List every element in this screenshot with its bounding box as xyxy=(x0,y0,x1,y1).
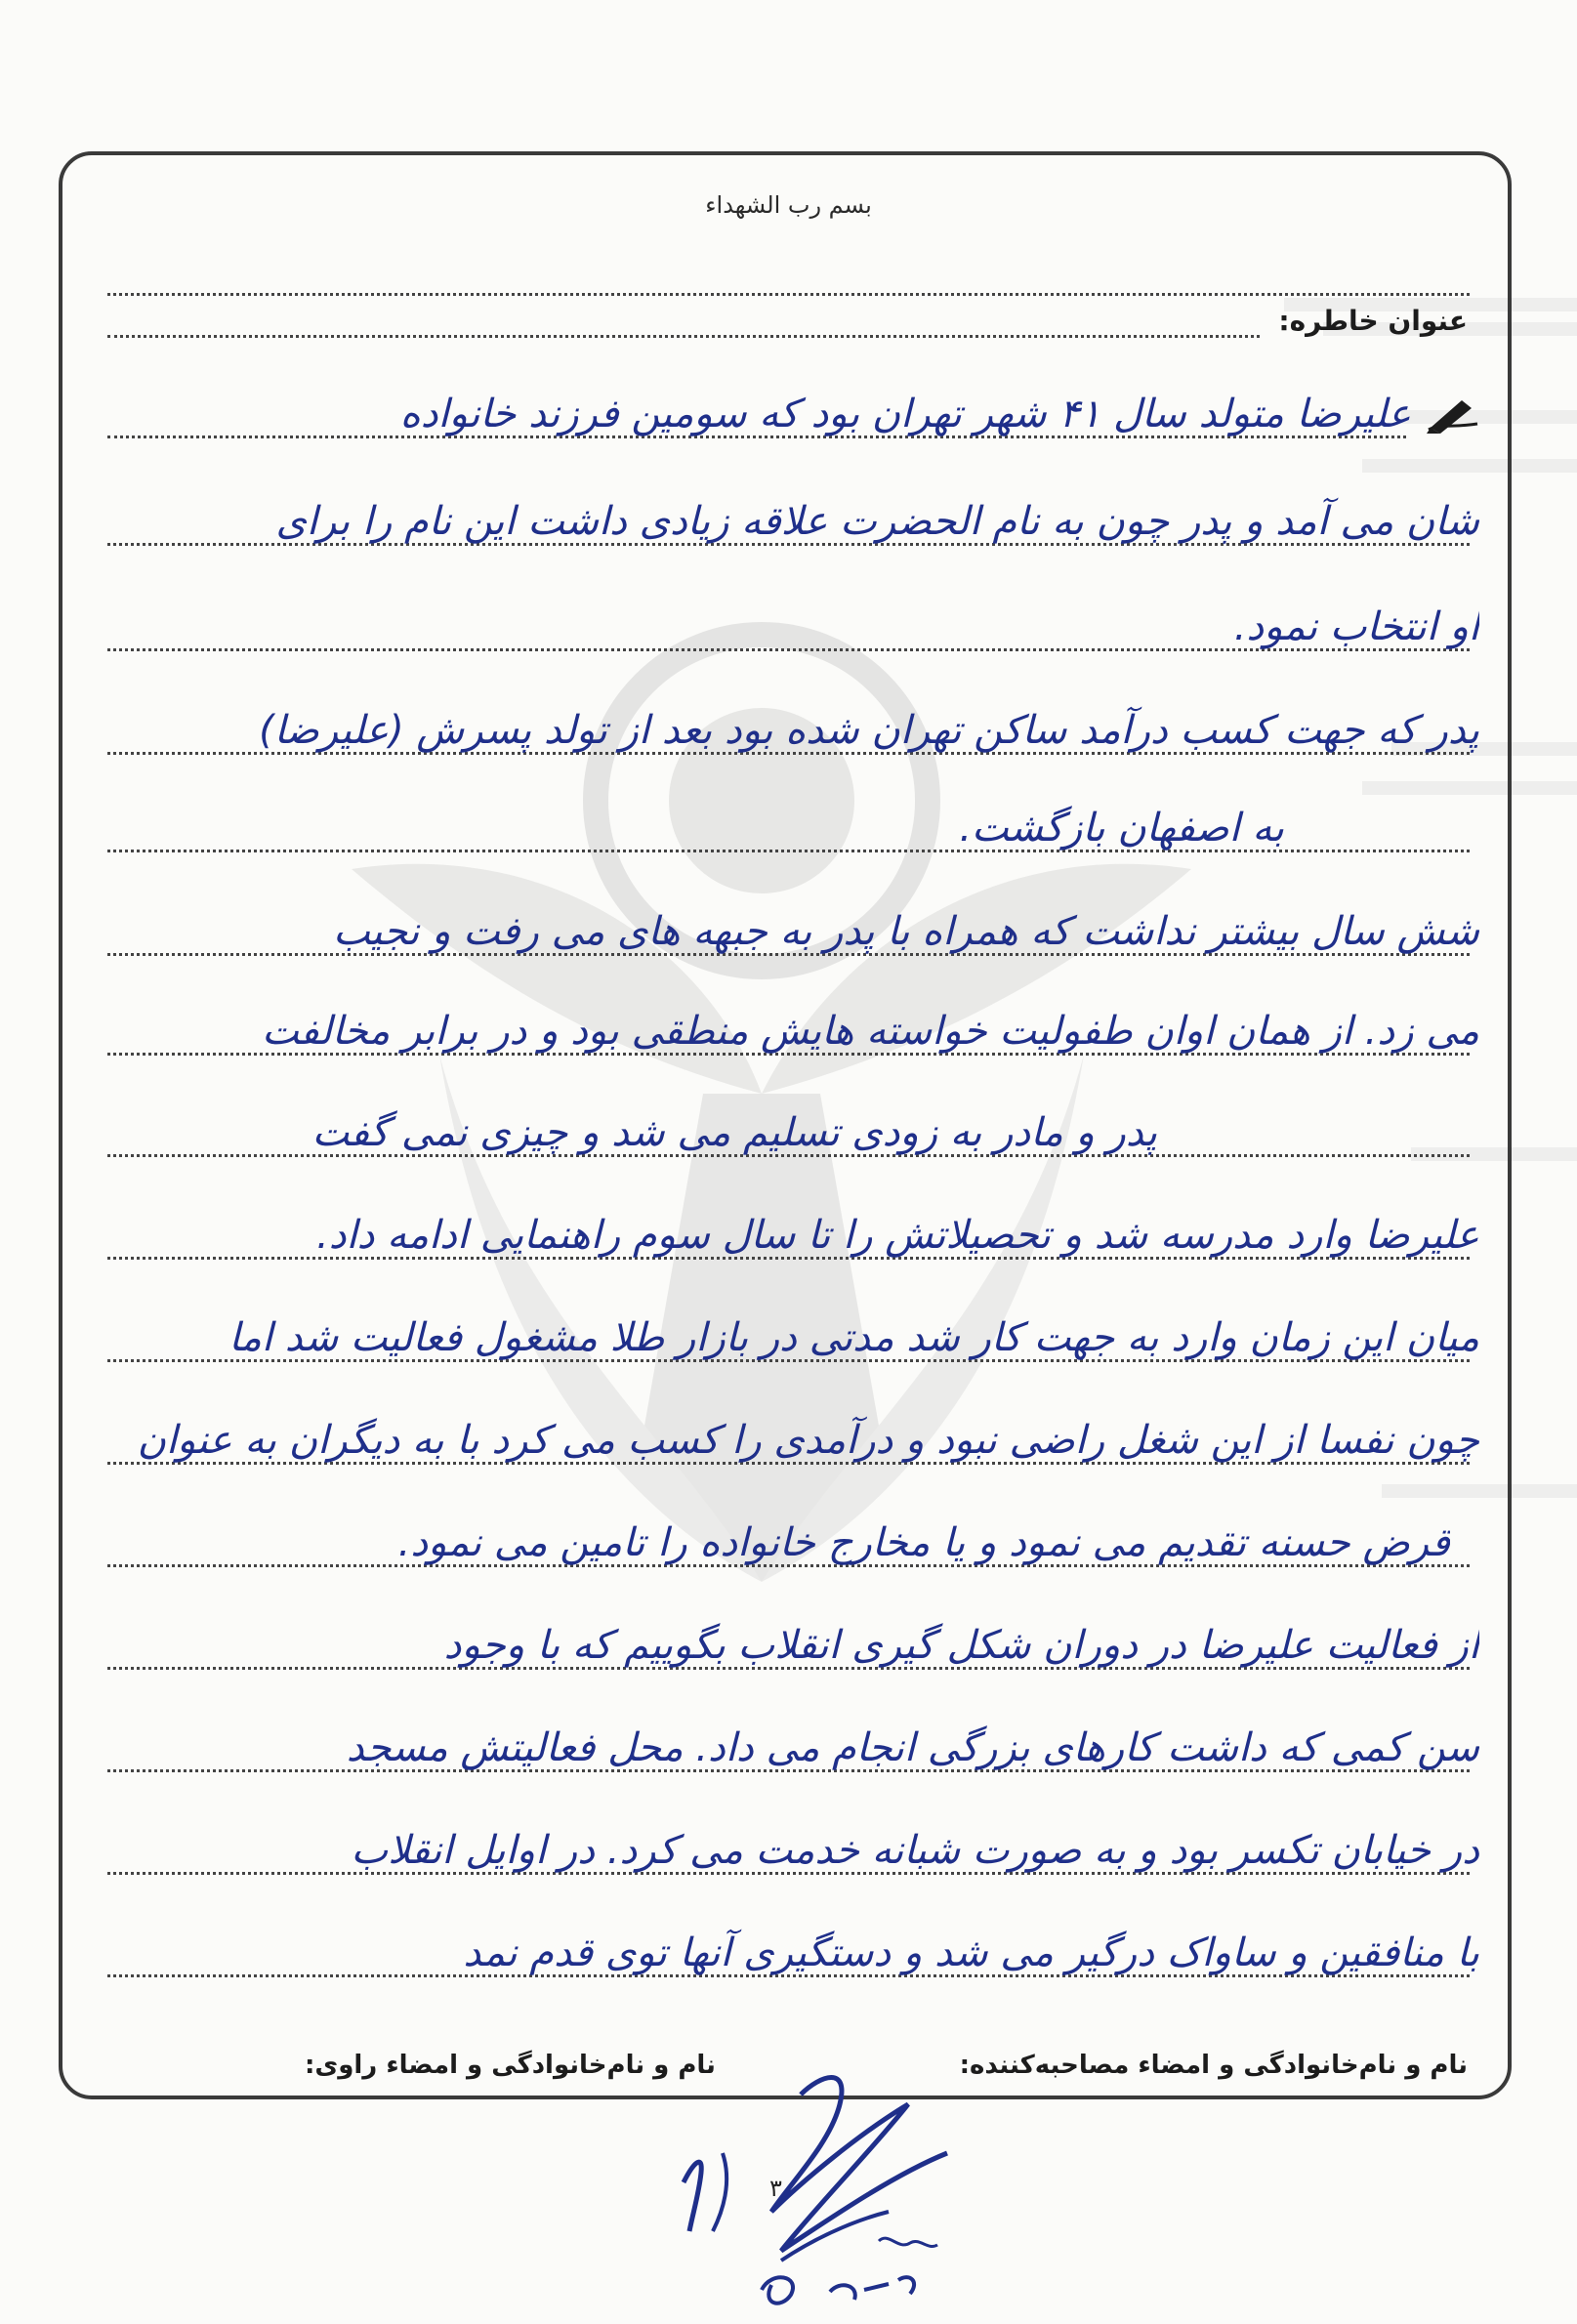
handwritten-line: سن کمی که داشت کارهای بزرگی انجام می داد. محل فعالیتش مسجد xyxy=(346,1725,1479,1770)
handwritten-line: میان این زمان وارد به جهت کار شد مدتی در بازار طلا مشغول فعالیت شد اما xyxy=(228,1315,1479,1360)
narrator-signature-label: نام و نام‌خانوادگی و امضاء راوی: xyxy=(305,2051,716,2080)
interviewer-signature-label: نام و نام‌خانوادگی و امضاء مصاحبه‌کننده: xyxy=(959,2051,1468,2080)
handwritten-line: شش سال بیشتر نداشت که همراه با پدر به جبهه های می رفت و نجیب xyxy=(333,909,1479,954)
handwritten-line: از فعالیت علیرضا در دوران شکل گیری انقلاب بگوییم که با وجود xyxy=(443,1623,1479,1668)
handwritten-line: او انتخاب نمود. xyxy=(1233,604,1479,649)
handwritten-line: شان می آمد و پدر چون به نام الحضرت علاقه زیادی داشت این نام را برای xyxy=(275,499,1479,544)
handwritten-line: قرض حسنه تقدیم می نمود و یا مخارج خانواده را تامین می نمود. xyxy=(397,1520,1450,1565)
pen-icon xyxy=(1425,394,1479,434)
page-header-title: بسم رب الشهداء xyxy=(705,191,872,219)
handwritten-line: با منافقین و ساواک درگیر می شد و دستگیری آنها توی قدم نمد xyxy=(463,1930,1479,1975)
handwritten-line: چون نفسا از این شغل راضی نبود و درآمدی را کسب می کرد با به دیگران به عنوان xyxy=(137,1418,1479,1463)
handwritten-signature xyxy=(654,2065,967,2319)
handwritten-line: در خیابان تکسر بود و به صورت شبانه خدمت می کرد. در اوایل انقلاب xyxy=(351,1828,1479,1873)
handwritten-line: می زد. از همان اوان طفولیت خواسته هایش منطقی بود و در برابر مخالفت xyxy=(262,1009,1479,1054)
header-dotted-rule xyxy=(107,293,1470,296)
memory-title-label: عنوان خاطره: xyxy=(1278,305,1468,337)
handwritten-line: پدر که جهت کسب درآمد ساکن تهران شده بود بعد از تولد پسرش (علیرضا) xyxy=(259,708,1479,753)
page-number: ۳ xyxy=(769,2175,782,2202)
memory-title-field xyxy=(107,335,1260,338)
handwritten-line: علیرضا متولد سال ۴۱ شهر تهران بود که سومین فرزند خانواده xyxy=(399,392,1411,436)
handwritten-line: پدر و مادر به زودی تسلیم می شد و چیزی نمی گفت xyxy=(311,1110,1157,1155)
handwritten-line: علیرضا وارد مدرسه شد و تحصیلاتش را تا سال سوم راهنمایی ادامه داد. xyxy=(316,1213,1479,1258)
handwritten-line: به اصفهان بازگشت. xyxy=(959,806,1284,851)
